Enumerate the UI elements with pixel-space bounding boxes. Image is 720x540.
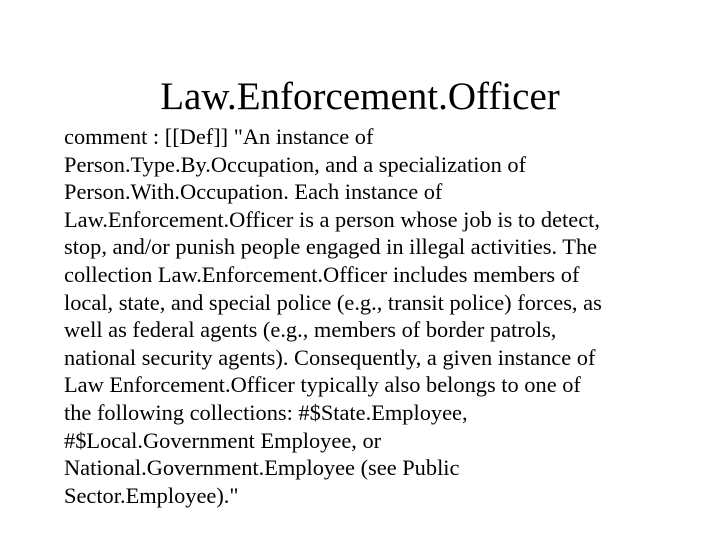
comment-line: National.Government.Employee (see Public xyxy=(64,455,460,481)
comment-line: collection Law.Enforcement.Officer includes members of xyxy=(64,261,580,287)
comment-line: stop, and/or punish people engaged in illegal activities. The xyxy=(64,234,598,260)
slide-title: Law.Enforcement.Officer xyxy=(160,75,560,118)
comment-text xyxy=(64,123,704,509)
comment-line: comment : [[Def]] "An instance of xyxy=(64,124,374,149)
comment-line: Sector.Employee)." xyxy=(64,482,239,508)
comment-line: Person.Type.By.Occupation, and a specialization of xyxy=(64,151,527,177)
comment-line: local, state, and special police (e.g., transit police) forces, as xyxy=(64,289,602,315)
comment-line: Law.Enforcement.Officer is a person whose job is to detect, xyxy=(64,206,600,232)
comment-line: well as federal agents (e.g., members of border patrols, xyxy=(64,317,557,343)
comment-line: Law Enforcement.Officer typically also belongs to one of xyxy=(64,372,581,398)
comment-line: Person.With.Occupation. Each instance of xyxy=(64,179,443,205)
comment-line: the following collections: #$State.Employee, xyxy=(64,399,468,425)
comment-line: #$Local.Government Employee, or xyxy=(64,427,382,453)
comment-line: national security agents). Consequently, a given instance of xyxy=(64,344,596,370)
